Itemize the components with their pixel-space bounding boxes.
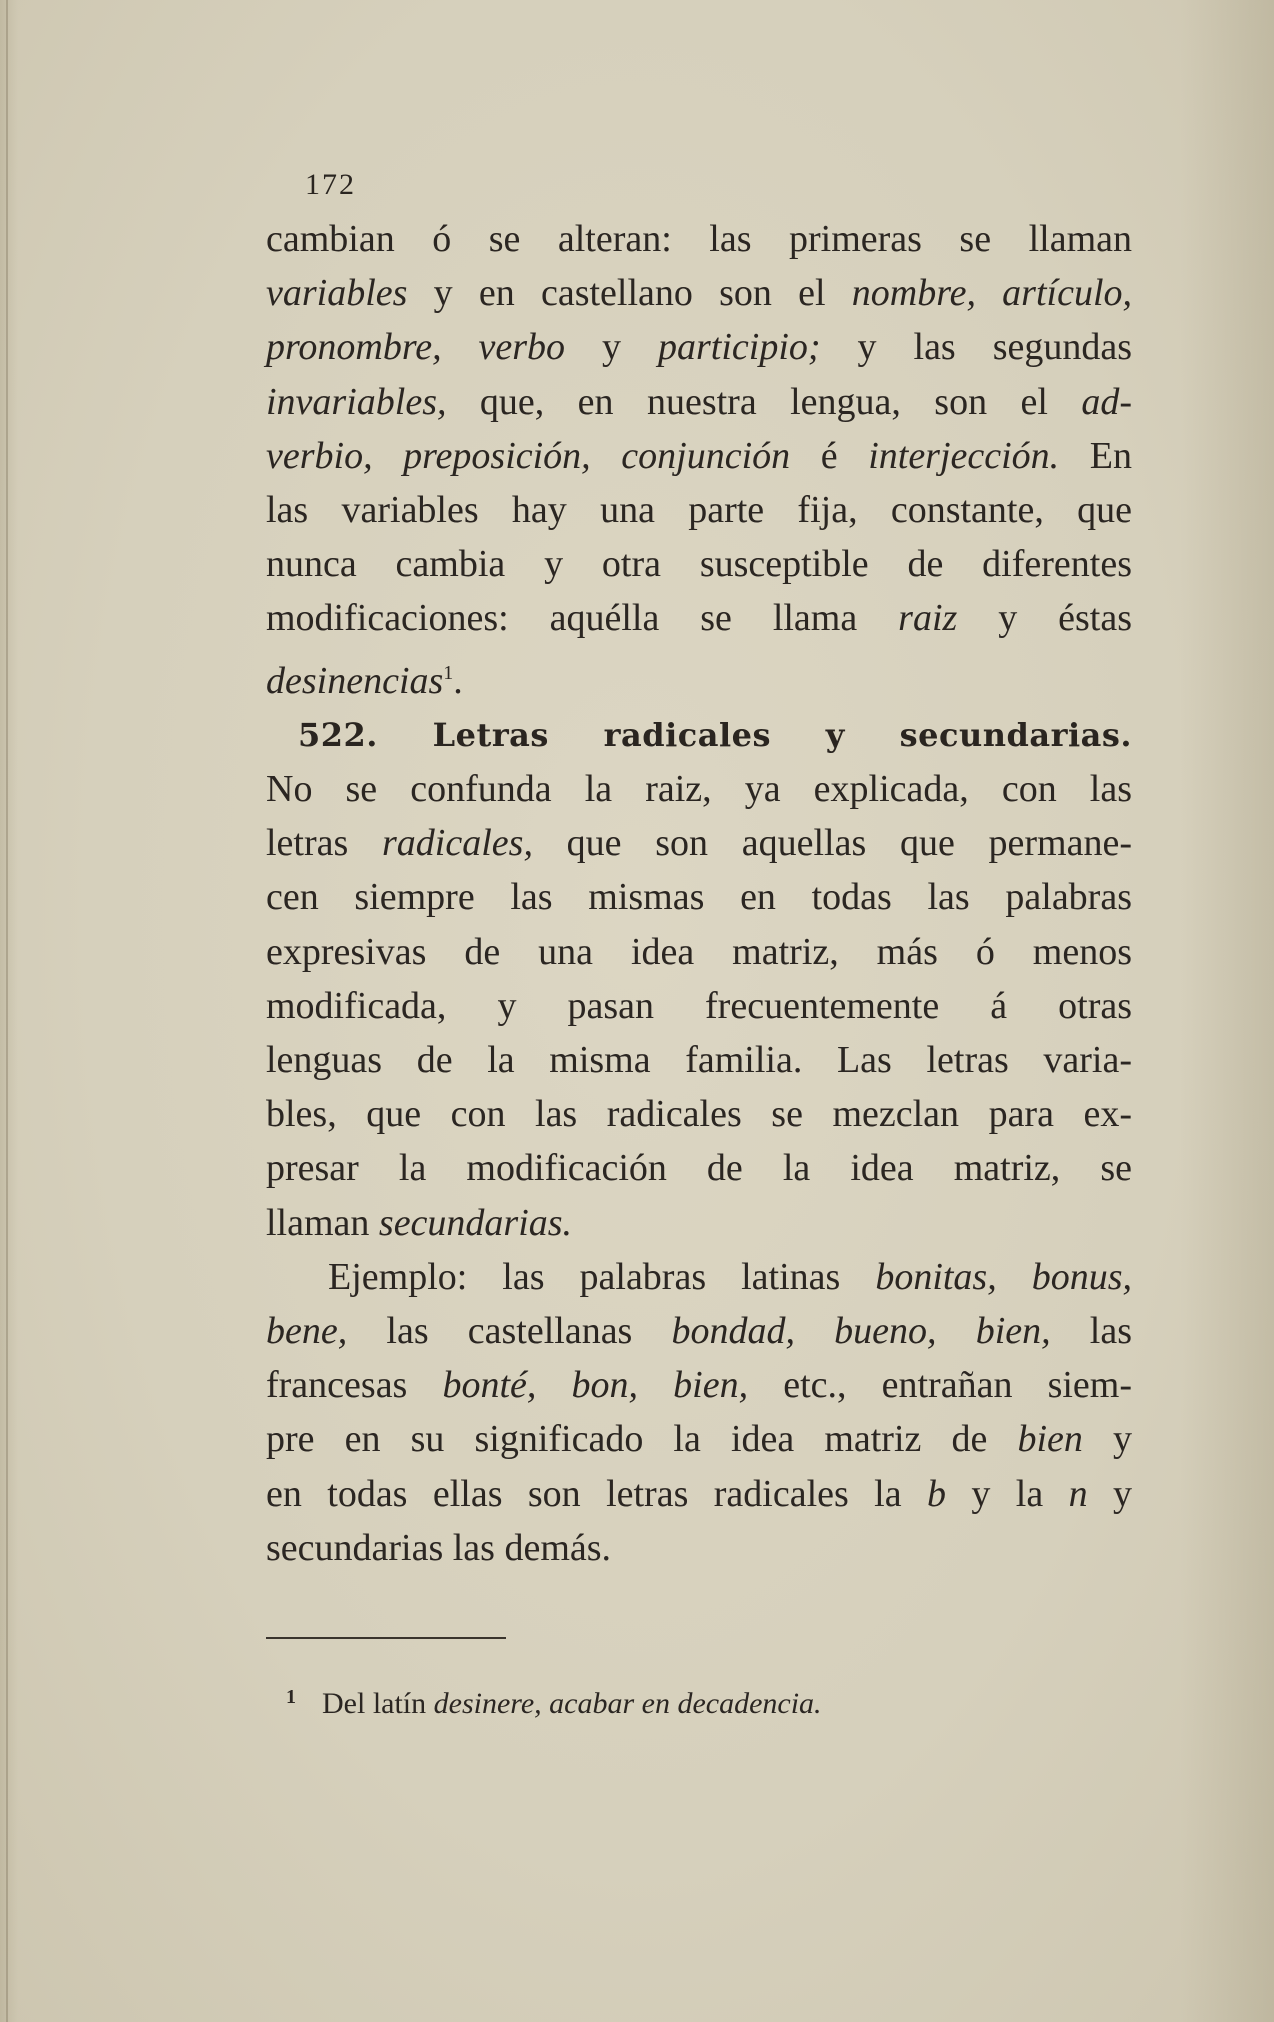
text-run: lenguas de la misma familia. Las letras varia-	[266, 1039, 1132, 1082]
text-line	[266, 483, 1132, 537]
text-run: que son aquellas que permane-	[532, 822, 1132, 865]
text-run: etc., entrañan siem-	[748, 1364, 1132, 1407]
italic-term: pronombre, verbo	[266, 326, 566, 369]
italic-term: bene,	[266, 1310, 348, 1353]
text-run: en todas ellas son letras radicales la	[266, 1472, 927, 1515]
text-line	[266, 1521, 1132, 1575]
text-run: cambian ó se alteran: las primeras se llaman	[266, 218, 1132, 260]
text-line	[266, 1467, 1132, 1521]
section-title: Letras radicales y secundarias.	[432, 715, 1132, 754]
text-run: llaman	[266, 1201, 379, 1244]
text-line	[266, 1033, 1132, 1087]
text-line	[266, 925, 1132, 979]
footnote	[286, 1686, 822, 1721]
text-run: y	[1082, 1418, 1133, 1461]
text-run: presar la modificación de la idea matriz, se	[266, 1147, 1132, 1190]
text-line	[266, 816, 1132, 870]
text-run: las variables hay una parte fija, constante, que	[266, 489, 1132, 532]
page-edge-line	[6, 0, 8, 2022]
text-line	[266, 429, 1132, 483]
text-line	[266, 537, 1132, 591]
italic-term: desinencias	[266, 659, 444, 702]
text-line	[266, 1087, 1132, 1141]
text-line	[266, 762, 1132, 816]
text-run: las	[1050, 1310, 1132, 1353]
footnote-text-italic: desinere, acabar en decadencia.	[433, 1687, 822, 1720]
italic-term: raiz	[898, 597, 958, 640]
text-run: secundarias las demás.	[266, 1526, 612, 1569]
italic-term: variables	[266, 272, 408, 315]
italic-term: interjección.	[868, 434, 1060, 477]
text-run: No se confunda la raiz, ya explicada, con las	[266, 768, 1132, 811]
italic-term: invariables,	[266, 380, 447, 423]
italic-term: bien	[1017, 1418, 1083, 1461]
text-line	[266, 266, 1132, 320]
text-line	[266, 1304, 1132, 1358]
text-run: pre en su significado la idea matriz de	[266, 1418, 1018, 1461]
italic-term: participio;	[658, 326, 821, 369]
text-run: .	[453, 659, 463, 702]
text-line	[266, 979, 1132, 1033]
italic-term: bonitas, bonus,	[875, 1255, 1133, 1298]
body-text	[266, 212, 1132, 1575]
text-line	[266, 646, 1132, 708]
italic-term: n	[1068, 1472, 1088, 1515]
footnote-reference: 1	[443, 661, 454, 684]
page-number: 172	[305, 168, 356, 201]
text-run: y	[565, 326, 659, 369]
text-run: modificaciones: aquélla se llama	[266, 597, 899, 640]
text-line	[266, 591, 1132, 645]
text-line	[266, 212, 1132, 266]
text-run: letras	[266, 822, 383, 865]
section-number: 522.	[298, 715, 378, 754]
text-run: y las segundas	[820, 326, 1132, 369]
text-run: En	[1059, 434, 1132, 477]
text-run: Ejemplo: las palabras latinas	[328, 1255, 876, 1298]
text-run: expresivas de una idea matriz, más ó menos	[266, 930, 1132, 973]
text-run: cen siempre las mismas en todas las palabras	[266, 876, 1132, 919]
paragraph-variables-invariables	[266, 212, 1132, 708]
text-line	[266, 1196, 1132, 1250]
footnote-mark: 1	[286, 1686, 296, 1708]
text-run: modificada, y pasan frecuentemente á otras	[266, 984, 1132, 1027]
text-line	[266, 320, 1132, 374]
italic-term: bondad, bueno, bien,	[671, 1310, 1051, 1353]
text-run: que, en nuestra lengua, son el	[446, 380, 1082, 423]
text-run: las castellanas	[347, 1310, 672, 1353]
italic-term: secundarias.	[378, 1201, 573, 1244]
text-line	[266, 1141, 1132, 1195]
text-line	[266, 1250, 1132, 1304]
text-line	[266, 375, 1132, 429]
text-run: é	[790, 434, 869, 477]
text-run: y en castellano son el	[407, 272, 852, 315]
paragraph-radical-letters	[266, 762, 1132, 1250]
italic-term: verbio, preposición, conjunción	[266, 434, 791, 477]
text-line	[266, 1358, 1132, 1412]
italic-term: b	[926, 1472, 946, 1515]
italic-term: ad-	[1081, 380, 1132, 423]
footnote-divider	[266, 1637, 506, 1639]
text-run: y	[1087, 1472, 1132, 1515]
italic-term: nombre, artículo,	[851, 272, 1132, 315]
footnote-text: Del latín	[322, 1687, 434, 1720]
text-run: nunca cambia y otra susceptible de diferentes	[266, 543, 1132, 586]
text-line	[266, 1412, 1132, 1466]
section-heading	[266, 708, 1132, 762]
italic-term: bonté, bon, bien,	[442, 1364, 749, 1407]
text-line	[266, 870, 1132, 924]
text-run: y éstas	[957, 597, 1133, 640]
text-run: y la	[945, 1472, 1069, 1515]
text-run: francesas	[266, 1364, 443, 1407]
italic-term: radicales,	[382, 822, 533, 865]
paragraph-example	[266, 1250, 1132, 1575]
text-run: bles, que con las radicales se mezclan para ex-	[266, 1093, 1132, 1136]
